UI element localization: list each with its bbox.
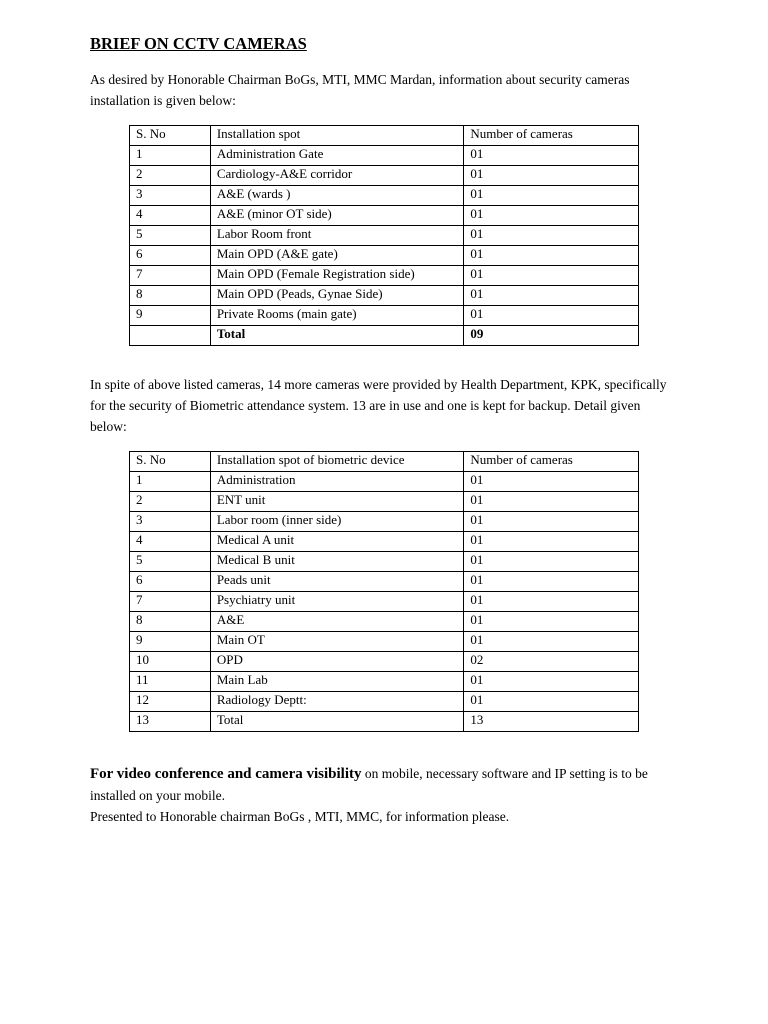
- cell-sno: 5: [130, 226, 211, 246]
- cell-spot: Labor room (inner side): [210, 512, 464, 532]
- table-row: [130, 266, 639, 286]
- cell-sno: 2: [130, 492, 211, 512]
- cell-sno: 1: [130, 472, 211, 492]
- cell-spot: A&E (wards ): [210, 186, 464, 206]
- cell-spot: Main OT: [210, 632, 464, 652]
- cell-spot: Radiology Deptt:: [210, 692, 464, 712]
- cell-spot: OPD: [210, 652, 464, 672]
- table-row: [130, 652, 639, 672]
- cell-count: 01: [464, 186, 639, 206]
- cell-spot: Medical B unit: [210, 552, 464, 572]
- cell-sno: 12: [130, 692, 211, 712]
- cell-sno: 1: [130, 146, 211, 166]
- cell-count: 01: [464, 492, 639, 512]
- cell-sno: 8: [130, 286, 211, 306]
- table-row: [130, 146, 639, 166]
- cell-spot: Total: [210, 712, 464, 732]
- cell-count: 01: [464, 532, 639, 552]
- table-row: [130, 592, 639, 612]
- cell-sno: [130, 326, 211, 346]
- cell-spot: Main Lab: [210, 672, 464, 692]
- table-row: [130, 206, 639, 226]
- cell-spot: Cardiology-A&E corridor: [210, 166, 464, 186]
- cell-spot: Private Rooms (main gate): [210, 306, 464, 326]
- cell-spot: Medical A unit: [210, 532, 464, 552]
- cell-spot: ENT unit: [210, 492, 464, 512]
- header-cell-count: Number of cameras: [464, 452, 639, 472]
- cell-count: 01: [464, 552, 639, 572]
- header-cell-count: Number of cameras: [464, 126, 639, 146]
- cell-spot: Administration: [210, 472, 464, 492]
- cell-spot: Labor Room front: [210, 226, 464, 246]
- cell-sno: 3: [130, 512, 211, 532]
- table-row: [130, 572, 639, 592]
- cell-sno: 3: [130, 186, 211, 206]
- cell-spot: Main OPD (Female Registration side): [210, 266, 464, 286]
- table-row: [130, 186, 639, 206]
- cell-count: 01: [464, 572, 639, 592]
- table-row: [130, 472, 639, 492]
- cell-count: 01: [464, 472, 639, 492]
- table-total-row: [130, 326, 639, 346]
- cell-count: 01: [464, 146, 639, 166]
- cell-count: 01: [464, 226, 639, 246]
- table-row: [130, 532, 639, 552]
- cell-sno: 13: [130, 712, 211, 732]
- table-row: [130, 712, 639, 732]
- table-row: [130, 166, 639, 186]
- cell-sno: 10: [130, 652, 211, 672]
- cell-count: 01: [464, 692, 639, 712]
- table-row: [130, 612, 639, 632]
- middle-paragraph: In spite of above listed cameras, 14 more cameras were provided by Health Department, KPK, specifically for the security of Biometric attendance system. 13 are in use and one is kept for backup. Detail given below:: [90, 377, 667, 434]
- cell-sno: 4: [130, 532, 211, 552]
- table-row: [130, 692, 639, 712]
- table-row: [130, 512, 639, 532]
- closing-rest: on mobile, necessary software and IP setting is to be installed on your mobile.: [90, 766, 648, 803]
- cell-count: 01: [464, 512, 639, 532]
- cell-sno: 5: [130, 552, 211, 572]
- cell-spot: Administration Gate: [210, 146, 464, 166]
- table-header-row: [130, 126, 639, 146]
- cell-count: 01: [464, 166, 639, 186]
- cell-count: 01: [464, 266, 639, 286]
- header-cell-spot: Installation spot: [210, 126, 464, 146]
- cell-sno: 9: [130, 632, 211, 652]
- cell-spot: A&E (minor OT side): [210, 206, 464, 226]
- table-row: [130, 672, 639, 692]
- cell-count: 01: [464, 246, 639, 266]
- header-cell-sno: S. No: [130, 126, 211, 146]
- cell-sno: 7: [130, 266, 211, 286]
- cell-spot: Psychiatry unit: [210, 592, 464, 612]
- intro-paragraph: As desired by Honorable Chairman BoGs, MTI, MMC Mardan, information about security cameras installation is given below:: [90, 72, 630, 108]
- header-cell-spot: Installation spot of biometric device: [210, 452, 464, 472]
- cell-spot: Peads unit: [210, 572, 464, 592]
- table-header-row: [130, 452, 639, 472]
- cell-sno: 2: [130, 166, 211, 186]
- cell-count: 01: [464, 286, 639, 306]
- document-title: BRIEF ON CCTV CAMERAS: [90, 34, 307, 53]
- cell-sno: 4: [130, 206, 211, 226]
- cell-count: 01: [464, 306, 639, 326]
- biometric-cameras-table: [129, 451, 639, 732]
- closing-lead: For video conference and camera visibility: [90, 766, 362, 782]
- cell-sno: 6: [130, 572, 211, 592]
- table-row: [130, 286, 639, 306]
- cell-sno: 6: [130, 246, 211, 266]
- cell-sno: 7: [130, 592, 211, 612]
- cell-spot: A&E: [210, 612, 464, 632]
- presented-line: Presented to Honorable chairman BoGs , MTI, MMC, for information please.: [90, 809, 510, 824]
- closing-paragraph: [90, 763, 680, 806]
- cell-spot: Main OPD (Peads, Gynae Side): [210, 286, 464, 306]
- cell-count: 01: [464, 632, 639, 652]
- cell-sno: 9: [130, 306, 211, 326]
- cell-spot: Total: [210, 326, 464, 346]
- cell-count: 01: [464, 206, 639, 226]
- cell-spot: Main OPD (A&E gate): [210, 246, 464, 266]
- cell-sno: 11: [130, 672, 211, 692]
- cell-count: 01: [464, 592, 639, 612]
- cell-sno: 8: [130, 612, 211, 632]
- cell-count: 01: [464, 672, 639, 692]
- table-row: [130, 226, 639, 246]
- cell-count: 01: [464, 612, 639, 632]
- closing-section: [90, 763, 680, 827]
- cell-count: 13: [464, 712, 639, 732]
- header-cell-sno: S. No: [130, 452, 211, 472]
- cell-count: 09: [464, 326, 639, 346]
- table-row: [130, 632, 639, 652]
- table-row: [130, 552, 639, 572]
- table-row: [130, 306, 639, 326]
- cctv-cameras-table: [129, 125, 639, 346]
- table-row: [130, 246, 639, 266]
- cell-count: 02: [464, 652, 639, 672]
- table-row: [130, 492, 639, 512]
